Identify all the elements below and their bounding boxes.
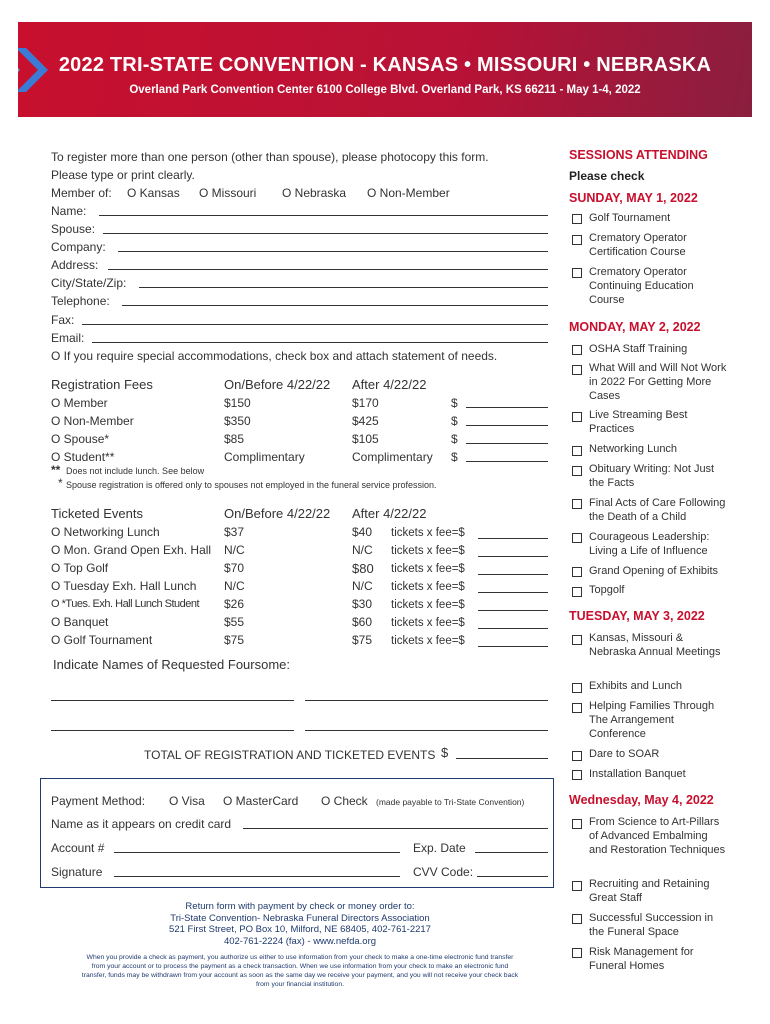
ticket-tuesday-lunch-student[interactable]: O *Tues. Exh. Hall Lunch Student: [51, 598, 200, 610]
member-option-nebraska[interactable]: O Nebraska: [282, 186, 347, 200]
fine-print: [40, 953, 560, 989]
footnote-mark-student: **: [51, 463, 61, 477]
fine-print-3: transfer, funds may be withdrawn from your account as soon as the same day we receive your payment, and you will not receive your check back: [81, 972, 519, 979]
account-field[interactable]: [114, 852, 400, 853]
fee-member-dollar: $: [451, 396, 458, 410]
signature-label: Signature: [51, 865, 103, 879]
fee-spouse-after: $105: [352, 432, 379, 446]
checkbox-exhibits-lunch[interactable]: [572, 683, 582, 693]
company-field[interactable]: [118, 251, 548, 252]
ticket-tuesday-lunch-after: N/C: [352, 579, 373, 593]
address-label: Address:: [51, 258, 99, 272]
fee-student-after: Complimentary: [352, 450, 433, 464]
ticket-networking-lunch[interactable]: O Networking Lunch: [51, 525, 160, 539]
fee-non-member-amount-field[interactable]: [466, 425, 548, 426]
ticket-grand-open-before: N/C: [224, 543, 245, 557]
account-label: Account #: [51, 841, 105, 855]
checkbox-live-streaming[interactable]: [572, 412, 582, 422]
checkbox-crematory-continuing[interactable]: [572, 268, 582, 278]
city-state-zip-field[interactable]: [139, 287, 548, 288]
ticket-grand-open-fee: tickets x fee=$: [391, 545, 465, 557]
checkbox-annual-meetings[interactable]: [572, 635, 582, 645]
return-address: [100, 901, 500, 947]
footer-line-3: 521 First Street, PO Box 10, Milford, NE 68405, 402-761-2217: [169, 924, 431, 935]
ticket-golf-tournament[interactable]: O Golf Tournament: [51, 633, 153, 647]
footer-line-2: Tri-State Convention- Nebraska Funeral Directors Association: [170, 912, 430, 924]
foursome-name-1[interactable]: [51, 700, 294, 701]
ticket-student-lunch-fee: tickets x fee=$: [391, 599, 465, 611]
please-check: Please check: [569, 169, 645, 183]
signature-field[interactable]: [114, 876, 400, 877]
ticket-tuesday-lunch-amount[interactable]: [478, 592, 548, 593]
foursome-label: Indicate Names of Requested Foursome:: [53, 657, 291, 672]
ticket-tuesday-lunch-before: N/C: [224, 579, 245, 593]
ticket-networking-lunch-after: $40: [352, 525, 373, 539]
total-label: TOTAL OF REGISTRATION AND TICKETED EVENTS: [144, 748, 436, 762]
ticket-golf-tournament-after: $75: [352, 633, 373, 647]
checkbox-installation-banquet[interactable]: [572, 770, 582, 780]
session-golf-tournament: Golf Tournament: [589, 212, 671, 224]
ticket-top-golf[interactable]: O Top Golf: [51, 561, 109, 575]
fee-student-before: Complimentary: [224, 450, 305, 464]
session-recruiting-retaining: Recruiting and Retaining Great Staff: [589, 878, 710, 904]
intro-line-2: Please type or print clearly.: [51, 168, 195, 182]
checkbox-courageous-leadership[interactable]: [572, 533, 582, 543]
footnote-spouse: Spouse registration is offered only to spouses not employed in the funeral service profession.: [66, 480, 437, 490]
session-helping-families: Helping Families Through The Arrangement Conference: [589, 700, 715, 740]
name-label: Name:: [51, 204, 87, 218]
name-on-card-field[interactable]: [243, 828, 548, 829]
total-dollar: $: [441, 745, 449, 760]
day-wednesday: Wednesday, May 4, 2022: [569, 793, 714, 807]
accommodations-checkbox[interactable]: O If you require special accommodations, check box and attach statement of needs.: [51, 349, 498, 363]
session-grand-opening: Grand Opening of Exhibits: [589, 565, 719, 577]
telephone-field[interactable]: [122, 305, 548, 306]
payment-mastercard-option[interactable]: O MasterCard: [223, 794, 299, 808]
ticket-banquet[interactable]: O Banquet: [51, 615, 109, 629]
day-tuesday: TUESDAY, MAY 3, 2022: [569, 609, 705, 623]
ticket-student-lunch-before: $26: [224, 597, 245, 611]
cvv-label: CVV Code:: [413, 865, 474, 879]
email-field[interactable]: [92, 342, 548, 343]
exp-date-label: Exp. Date: [413, 841, 466, 855]
ticket-golf-tournament-fee: tickets x fee=$: [391, 635, 465, 647]
ticket-banquet-amount[interactable]: [478, 628, 548, 629]
session-live-streaming: Live Streaming Best Practices: [589, 409, 688, 435]
session-networking-lunch: Networking Lunch: [589, 443, 678, 455]
ticket-networking-lunch-fee: tickets x fee=$: [391, 527, 465, 539]
city-state-zip-label: City/State/Zip:: [51, 276, 127, 290]
tickets-header: Ticketed Events: [51, 506, 144, 521]
fees-header-after: After 4/22/22: [352, 377, 427, 392]
ticket-banquet-after: $60: [352, 615, 373, 629]
payment-check-option[interactable]: O Check: [321, 794, 368, 808]
checkbox-successful-succession[interactable]: [572, 914, 582, 924]
address-field[interactable]: [108, 269, 548, 270]
fee-non-member-before: $350: [224, 414, 251, 428]
session-obituary-writing: Obituary Writing: Not Just the Facts: [589, 463, 715, 489]
spouse-field[interactable]: [103, 233, 548, 234]
fee-member-label[interactable]: O Member: [51, 396, 108, 410]
email-label: Email:: [51, 331, 85, 345]
ticket-tuesday-lunch-fee: tickets x fee=$: [391, 581, 465, 593]
session-successful-succession: Successful Succession in the Funeral Space: [589, 912, 714, 938]
ticket-top-golf-after: $80: [352, 561, 374, 576]
fee-member-amount-field[interactable]: [466, 407, 548, 408]
ticket-networking-lunch-before: $37: [224, 525, 245, 539]
ticket-student-lunch-amount[interactable]: [478, 610, 548, 611]
foursome-name-4[interactable]: [305, 730, 548, 731]
member-of-label: Member of:: [51, 186, 112, 200]
telephone-label: Telephone:: [51, 294, 110, 308]
session-risk-management: Risk Management for Funeral Homes: [589, 946, 694, 972]
fee-non-member-dollar: $: [451, 414, 458, 428]
ticket-top-golf-amount[interactable]: [478, 574, 548, 575]
fee-member-after: $170: [352, 396, 379, 410]
footnote-mark-spouse: *: [58, 476, 63, 490]
check-note: (made payable to Tri-State Convention): [376, 797, 525, 807]
sessions-title: SESSIONS ATTENDING: [569, 148, 708, 162]
session-science-to-art: From Science to Art-Pillars of Advanced Embalming and Restoration Techniques: [589, 816, 726, 856]
ticket-banquet-before: $55: [224, 615, 245, 629]
ticket-grand-open-after: N/C: [352, 543, 373, 557]
ticket-golf-tournament-before: $75: [224, 633, 245, 647]
member-option-kansas[interactable]: O Kansas: [127, 186, 180, 200]
member-option-non-member[interactable]: O Non-Member: [367, 186, 450, 200]
fee-non-member-after: $425: [352, 414, 379, 428]
fine-print-4: from your financial institution.: [255, 981, 345, 988]
session-exhibits-lunch: Exhibits and Lunch: [589, 680, 682, 692]
session-courageous-leadership: Courageous Leadership: Living a Life of Influence: [589, 531, 710, 557]
checkbox-risk-management[interactable]: [572, 948, 582, 958]
checkbox-crematory-certification[interactable]: [572, 235, 582, 245]
fee-non-member-label[interactable]: O Non-Member: [51, 414, 134, 428]
name-on-card-label: Name as it appears on credit card: [51, 817, 232, 831]
ticket-top-golf-fee: tickets x fee=$: [391, 563, 465, 575]
session-crematory-continuing: Crematory Operator Continuing Education Course: [589, 266, 694, 306]
session-osha: OSHA Staff Training: [589, 343, 688, 355]
ticket-student-lunch-after: $30: [352, 597, 373, 611]
fax-label: Fax:: [51, 313, 75, 327]
footnote-student: Does not include lunch. See below: [66, 466, 205, 476]
session-topgolf: Topgolf: [589, 584, 625, 596]
fine-print-2: from your account or to process the payment as a check transaction. When we use information from your check to make an electronic fund: [91, 963, 509, 970]
checkbox-science-to-art[interactable]: [572, 819, 582, 829]
session-final-acts: Final Acts of Care Following the Death of a Child: [589, 497, 726, 523]
spouse-label: Spouse:: [51, 222, 96, 236]
day-monday: MONDAY, MAY 2, 2022: [569, 320, 701, 334]
fax-field[interactable]: [82, 324, 548, 325]
checkbox-grand-opening[interactable]: [572, 567, 582, 577]
cvv-field[interactable]: [477, 876, 548, 877]
session-dare-to-soar: Dare to SOAR: [589, 748, 660, 760]
fee-spouse-dollar: $: [451, 432, 458, 446]
member-option-missouri[interactable]: O Missouri: [199, 186, 257, 200]
exp-date-field[interactable]: [475, 852, 548, 853]
ticket-grand-open-exh-hall[interactable]: O Mon. Grand Open Exh. Hall: [51, 543, 212, 557]
header-banner: [18, 22, 752, 117]
session-crematory-certification: Crematory Operator Certification Course: [589, 232, 687, 258]
payment-method-label: Payment Method:: [51, 794, 146, 808]
foursome-name-3[interactable]: [51, 730, 294, 731]
fee-spouse-amount-field[interactable]: [466, 443, 548, 444]
fee-spouse-label[interactable]: O Spouse*: [51, 432, 110, 446]
footer-line-1: Return form with payment by check or money order to:: [185, 901, 415, 912]
session-installation-banquet: Installation Banquet: [589, 768, 686, 780]
fee-spouse-before: $85: [224, 432, 245, 446]
payment-visa-option[interactable]: O Visa: [169, 794, 205, 808]
checkbox-helping-families[interactable]: [572, 703, 582, 713]
checkbox-topgolf[interactable]: [572, 587, 582, 597]
session-annual-meetings: Kansas, Missouri & Nebraska Annual Meetings: [589, 632, 721, 658]
page-subtitle: Overland Park Convention Center 6100 College Blvd. Overland Park, KS 66211 - May 1-4, 2022: [129, 84, 641, 96]
fee-student-label[interactable]: O Student**: [51, 450, 115, 464]
ticket-top-golf-before: $70: [224, 561, 245, 575]
ticket-banquet-fee: tickets x fee=$: [391, 617, 465, 629]
day-sunday: SUNDAY, MAY 1, 2022: [569, 191, 698, 205]
total-amount-field[interactable]: [456, 758, 548, 759]
tickets-header-before: On/Before 4/22/22: [224, 506, 331, 521]
ticket-golf-tournament-amount[interactable]: [478, 646, 548, 647]
tickets-header-after: After 4/22/22: [352, 506, 427, 521]
name-field[interactable]: [99, 215, 548, 216]
page-title: 2022 TRI-STATE CONVENTION - KANSAS • MISSOURI • NEBRASKA: [58, 54, 712, 76]
fees-header: Registration Fees: [51, 377, 153, 392]
intro-line-1: To register more than one person (other than spouse), please photocopy this form.: [51, 150, 489, 164]
checkbox-dare-to-soar[interactable]: [572, 751, 582, 761]
ticket-grand-open-amount[interactable]: [478, 556, 548, 557]
footer-line-4: 402-761-2224 (fax) - www.nefda.org: [223, 935, 377, 947]
checkbox-obituary-writing[interactable]: [572, 466, 582, 476]
checkbox-what-will-work[interactable]: [572, 365, 582, 375]
session-what-will-work: What Will and Will Not Work in 2022 For Getting More Cases: [589, 362, 727, 402]
checkbox-networking-lunch[interactable]: [572, 446, 582, 456]
fee-student-amount-field[interactable]: [466, 461, 548, 462]
fees-header-before: On/Before 4/22/22: [224, 377, 331, 392]
ticket-networking-lunch-amount[interactable]: [478, 538, 548, 539]
foursome-name-2[interactable]: [305, 700, 548, 701]
checkbox-final-acts[interactable]: [572, 499, 582, 509]
checkbox-golf-tournament[interactable]: [572, 214, 582, 224]
company-label: Company:: [51, 240, 106, 254]
ticket-tuesday-exh-hall-lunch[interactable]: O Tuesday Exh. Hall Lunch: [51, 579, 197, 593]
checkbox-osha[interactable]: [572, 345, 582, 355]
fee-student-dollar: $: [451, 450, 458, 464]
checkbox-recruiting-retaining[interactable]: [572, 881, 582, 891]
fee-member-before: $150: [224, 396, 251, 410]
fine-print-1: When you provide a check as payment, you authorize us either to use information from your check to make a one-time electronic fund transfer: [86, 954, 514, 961]
